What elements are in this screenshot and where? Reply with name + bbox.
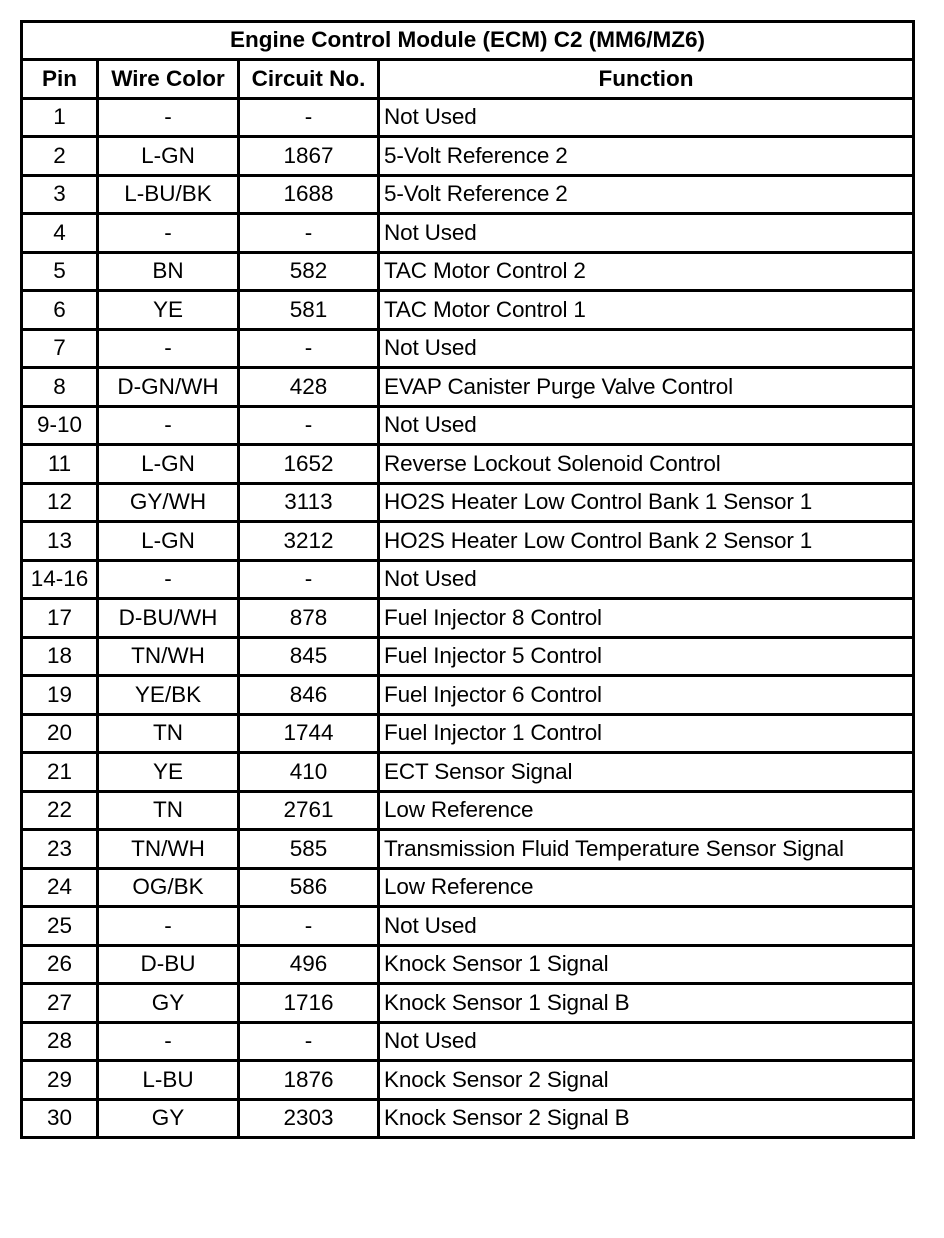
cell-function: Not Used: [379, 1022, 914, 1061]
cell-pin: 9-10: [22, 406, 98, 445]
cell-pin: 4: [22, 214, 98, 253]
cell-pin: 17: [22, 599, 98, 638]
cell-wire-color: L-BU: [98, 1061, 239, 1100]
table-row: [22, 945, 914, 984]
cell-pin: 5: [22, 252, 98, 291]
cell-pin: 24: [22, 868, 98, 907]
cell-pin: 18: [22, 637, 98, 676]
table-row: [22, 599, 914, 638]
cell-pin: 8: [22, 368, 98, 407]
cell-function: Not Used: [379, 98, 914, 137]
cell-circuit-no: -: [239, 98, 379, 137]
cell-circuit-no: -: [239, 907, 379, 946]
table-row: [22, 445, 914, 484]
cell-function: Knock Sensor 1 Signal B: [379, 984, 914, 1023]
table-row: [22, 560, 914, 599]
cell-function: Fuel Injector 5 Control: [379, 637, 914, 676]
cell-function: TAC Motor Control 1: [379, 291, 914, 330]
table-row: [22, 214, 914, 253]
cell-circuit-no: 3113: [239, 483, 379, 522]
cell-pin: 2: [22, 137, 98, 176]
header-circuit-no: Circuit No.: [239, 60, 379, 99]
cell-pin: 25: [22, 907, 98, 946]
cell-pin: 13: [22, 522, 98, 561]
table-row: [22, 368, 914, 407]
cell-wire-color: -: [98, 1022, 239, 1061]
cell-function: Fuel Injector 1 Control: [379, 714, 914, 753]
cell-wire-color: YE: [98, 753, 239, 792]
cell-circuit-no: 581: [239, 291, 379, 330]
cell-function: Low Reference: [379, 868, 914, 907]
table-row: [22, 1099, 914, 1138]
cell-function: Not Used: [379, 329, 914, 368]
cell-function: HO2S Heater Low Control Bank 1 Sensor 1: [379, 483, 914, 522]
cell-wire-color: GY/WH: [98, 483, 239, 522]
cell-pin: 28: [22, 1022, 98, 1061]
cell-circuit-no: -: [239, 329, 379, 368]
cell-function: EVAP Canister Purge Valve Control: [379, 368, 914, 407]
cell-pin: 30: [22, 1099, 98, 1138]
table-row: [22, 830, 914, 869]
cell-wire-color: L-BU/BK: [98, 175, 239, 214]
cell-function: Knock Sensor 2 Signal: [379, 1061, 914, 1100]
cell-function: Transmission Fluid Temperature Sensor Signal: [379, 830, 914, 869]
table-row: [22, 791, 914, 830]
cell-function: Reverse Lockout Solenoid Control: [379, 445, 914, 484]
cell-function: Not Used: [379, 406, 914, 445]
cell-circuit-no: -: [239, 1022, 379, 1061]
cell-pin: 21: [22, 753, 98, 792]
cell-circuit-no: 585: [239, 830, 379, 869]
cell-wire-color: TN/WH: [98, 830, 239, 869]
cell-wire-color: L-GN: [98, 137, 239, 176]
cell-pin: 19: [22, 676, 98, 715]
cell-circuit-no: 410: [239, 753, 379, 792]
cell-pin: 23: [22, 830, 98, 869]
cell-wire-color: TN: [98, 714, 239, 753]
table-row: [22, 175, 914, 214]
table-row: [22, 676, 914, 715]
cell-function: Fuel Injector 8 Control: [379, 599, 914, 638]
cell-pin: 7: [22, 329, 98, 368]
cell-pin: 11: [22, 445, 98, 484]
cell-pin: 3: [22, 175, 98, 214]
table-row: [22, 637, 914, 676]
table-title: Engine Control Module (ECM) C2 (MM6/MZ6): [22, 22, 914, 60]
table-header-row: [22, 60, 914, 99]
cell-circuit-no: -: [239, 406, 379, 445]
cell-circuit-no: 845: [239, 637, 379, 676]
table-row: [22, 753, 914, 792]
cell-wire-color: GY: [98, 984, 239, 1023]
cell-wire-color: -: [98, 98, 239, 137]
table-row: [22, 868, 914, 907]
cell-circuit-no: -: [239, 214, 379, 253]
cell-function: Knock Sensor 2 Signal B: [379, 1099, 914, 1138]
table-body: [22, 98, 914, 1138]
cell-wire-color: YE: [98, 291, 239, 330]
cell-wire-color: TN: [98, 791, 239, 830]
cell-wire-color: TN/WH: [98, 637, 239, 676]
table-row: [22, 483, 914, 522]
cell-circuit-no: 1744: [239, 714, 379, 753]
cell-pin: 26: [22, 945, 98, 984]
cell-pin: 27: [22, 984, 98, 1023]
cell-pin: 22: [22, 791, 98, 830]
cell-pin: 12: [22, 483, 98, 522]
cell-function: 5-Volt Reference 2: [379, 137, 914, 176]
cell-function: 5-Volt Reference 2: [379, 175, 914, 214]
cell-circuit-no: -: [239, 560, 379, 599]
cell-wire-color: -: [98, 560, 239, 599]
table-row: [22, 1061, 914, 1100]
cell-circuit-no: 428: [239, 368, 379, 407]
cell-function: ECT Sensor Signal: [379, 753, 914, 792]
table-title-row: [22, 22, 914, 60]
cell-circuit-no: 496: [239, 945, 379, 984]
table-row: [22, 714, 914, 753]
cell-wire-color: L-GN: [98, 522, 239, 561]
table-row: [22, 329, 914, 368]
cell-wire-color: -: [98, 329, 239, 368]
header-pin: Pin: [22, 60, 98, 99]
header-wire-color: Wire Color: [98, 60, 239, 99]
cell-wire-color: L-GN: [98, 445, 239, 484]
cell-wire-color: BN: [98, 252, 239, 291]
table-row: [22, 137, 914, 176]
cell-circuit-no: 2761: [239, 791, 379, 830]
cell-circuit-no: 3212: [239, 522, 379, 561]
cell-wire-color: OG/BK: [98, 868, 239, 907]
cell-circuit-no: 1876: [239, 1061, 379, 1100]
cell-wire-color: -: [98, 214, 239, 253]
cell-pin: 14-16: [22, 560, 98, 599]
table-row: [22, 291, 914, 330]
cell-wire-color: YE/BK: [98, 676, 239, 715]
table-row: [22, 1022, 914, 1061]
table-row: [22, 522, 914, 561]
cell-pin: 20: [22, 714, 98, 753]
ecm-connector-table: [20, 20, 915, 1139]
table-row: [22, 98, 914, 137]
cell-circuit-no: 2303: [239, 1099, 379, 1138]
cell-function: HO2S Heater Low Control Bank 2 Sensor 1: [379, 522, 914, 561]
cell-pin: 1: [22, 98, 98, 137]
cell-function: Knock Sensor 1 Signal: [379, 945, 914, 984]
cell-circuit-no: 586: [239, 868, 379, 907]
cell-function: Not Used: [379, 214, 914, 253]
cell-pin: 29: [22, 1061, 98, 1100]
cell-circuit-no: 1867: [239, 137, 379, 176]
table-row: [22, 406, 914, 445]
cell-circuit-no: 1716: [239, 984, 379, 1023]
table-row: [22, 907, 914, 946]
cell-function: TAC Motor Control 2: [379, 252, 914, 291]
cell-wire-color: D-BU: [98, 945, 239, 984]
cell-circuit-no: 846: [239, 676, 379, 715]
cell-wire-color: D-GN/WH: [98, 368, 239, 407]
table-row: [22, 252, 914, 291]
cell-function: Low Reference: [379, 791, 914, 830]
cell-function: Fuel Injector 6 Control: [379, 676, 914, 715]
cell-function: Not Used: [379, 907, 914, 946]
cell-circuit-no: 582: [239, 252, 379, 291]
cell-wire-color: -: [98, 907, 239, 946]
cell-circuit-no: 878: [239, 599, 379, 638]
cell-wire-color: GY: [98, 1099, 239, 1138]
cell-wire-color: -: [98, 406, 239, 445]
cell-pin: 6: [22, 291, 98, 330]
cell-circuit-no: 1688: [239, 175, 379, 214]
cell-function: Not Used: [379, 560, 914, 599]
table-row: [22, 984, 914, 1023]
header-function: Function: [379, 60, 914, 99]
cell-circuit-no: 1652: [239, 445, 379, 484]
cell-wire-color: D-BU/WH: [98, 599, 239, 638]
